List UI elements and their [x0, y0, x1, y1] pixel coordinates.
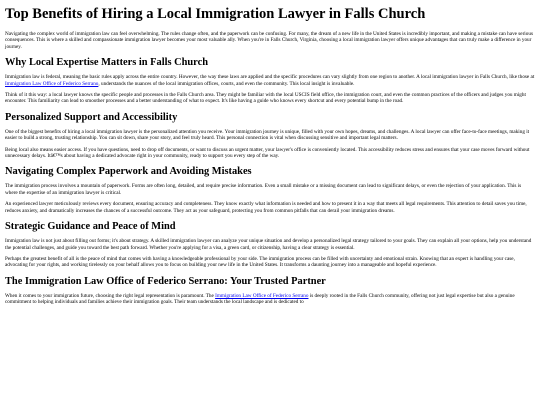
- paragraph-text: , understands the nuances of the local immigration offices, courts, and even the community. This local insight is invaluable.: [98, 80, 355, 87]
- strategic-guidance-paragraph-1: Immigration law is not just about filling out forms; it's about strategy. A skilled immigration lawyer can analyze your unique situation and develop a personalized legal strategy tailored to your goals. They can explain all your options, help you understand the potential challenges, and guide you toward the best path forward. Whether you're applying for a visa, a green card, or citizenship, having a clear strategy is essential.: [5, 238, 532, 251]
- personalized-support-paragraph-1: One of the biggest benefits of hiring a local immigration lawyer is the personalized attention you receive. Your immigration journey is unique, filled with your own hopes, dreams, and challenges. A local lawyer can offer face-to-face meetings, making it easier to build a strong, trusting relationship. You can sit down, share your story, and feel truly heard. This personal connection is vital when discussing sensitive and important legal matters.: [5, 128, 530, 142]
- section-heading-trusted-partner: The Immigration Law Office of Federico Serrano: Your Trusted Partner: [5, 275, 326, 287]
- paperwork-paragraph-2: An experienced lawyer meticulously reviews every document, ensuring accuracy and completeness. They know exactly what information is needed and how to present it in a way that meets all legal requirements. This attention to detail saves you time, reduces anxiety, and dramatically increases the chances of a successful outcome. They act as your safeguard, protecting you from common pitfalls that can derail your immigration dreams.: [5, 201, 527, 214]
- intro-paragraph: Navigating the complex world of immigration law can feel overwhelming. The rules change often, and the paperwork can be confusing. For many, the dream of a new life in the United States is incredibly important, and making a mistake can have serious consequences. This is where a skilled and compassionate immigration lawyer becomes your most valuable ally. When you're in Falls Church, Virginia, choosing a local immigration lawyer offers unique advantages that can truly make a difference in your journey.: [5, 31, 533, 50]
- trusted-partner-paragraph-1: [5, 293, 535, 306]
- section-heading-personalized-support: Personalized Support and Accessibility: [5, 111, 178, 123]
- section-heading-paperwork: Navigating Complex Paperwork and Avoiding Mistakes: [5, 166, 252, 178]
- personalized-support-paragraph-2: Being local also means easier access. If you have questions, need to drop off documents, or want to discuss an urgent matter, your lawyer's office is conveniently located. This accessibility reduces stress and ensures that your case moves forward without unnecessary delays. Itâ€™s about having a dedicated advocate right in your community, ready to support you every step of the way.: [5, 146, 530, 160]
- local-expertise-paragraph-2: Think of it this way: a local lawyer knows the specific people and processes in the Falls Church area. They might be familiar with the local USCIS field office, the immigration court, and even the common practices of the officers and judges you might encounter. This familiarity can lead to smoother processes and a better understanding of what to expect. It's like having a guide who knows every shortcut and every potential bump in the road.: [5, 92, 526, 105]
- law-office-link[interactable]: Immigration Law Office of Federico Serrano: [5, 80, 99, 87]
- paperwork-paragraph-1: The immigration process involves a mountain of paperwork. Forms are often long, detailed, and require precise information. Even a small mistake or a missing document can lead to significant delays, or even the rejection of your application. This is where the expertise of an immigration lawyer is critical.: [5, 183, 522, 196]
- section-heading-strategic-guidance: Strategic Guidance and Peace of Mind: [5, 221, 176, 233]
- section-heading-local-expertise: Why Local Expertise Matters in Falls Church: [5, 57, 208, 69]
- paragraph-text: Immigration law is federal, meaning the basic rules apply across the entire country. However, the way these laws are applied and the specific procedures can vary slightly from one region to another. A local immigration lawyer in Falls Church, like those at: [5, 74, 535, 81]
- local-expertise-paragraph-1: [5, 74, 535, 87]
- page-title: Top Benefits of Hiring a Local Immigration Lawyer in Falls Church: [5, 6, 426, 22]
- law-office-link[interactable]: Immigration Law Office of Federico Serrano: [215, 292, 309, 299]
- strategic-guidance-paragraph-2: Perhaps the greatest benefit of all is the peace of mind that comes with having a knowledgeable professional by your side. The immigration process can be filled with uncertainty and emotional strain. Knowing that an expert is handling your case, advocating for your rights, and working tirelessly on your behalf allows you to focus on building your new life in the United States. It transforms a daunting journey into a manageable and hopeful experience.: [5, 255, 515, 269]
- paragraph-text: is deeply rooted in the Falls Church community, offering not just legal expertise but also a genuine commitment to helping individuals and families achieve their immigration goals. Their team understands the local landscape and is dedicated to: [5, 292, 515, 306]
- paragraph-text: When it comes to your immigration future, choosing the right legal representation is paramount. The: [5, 292, 216, 299]
